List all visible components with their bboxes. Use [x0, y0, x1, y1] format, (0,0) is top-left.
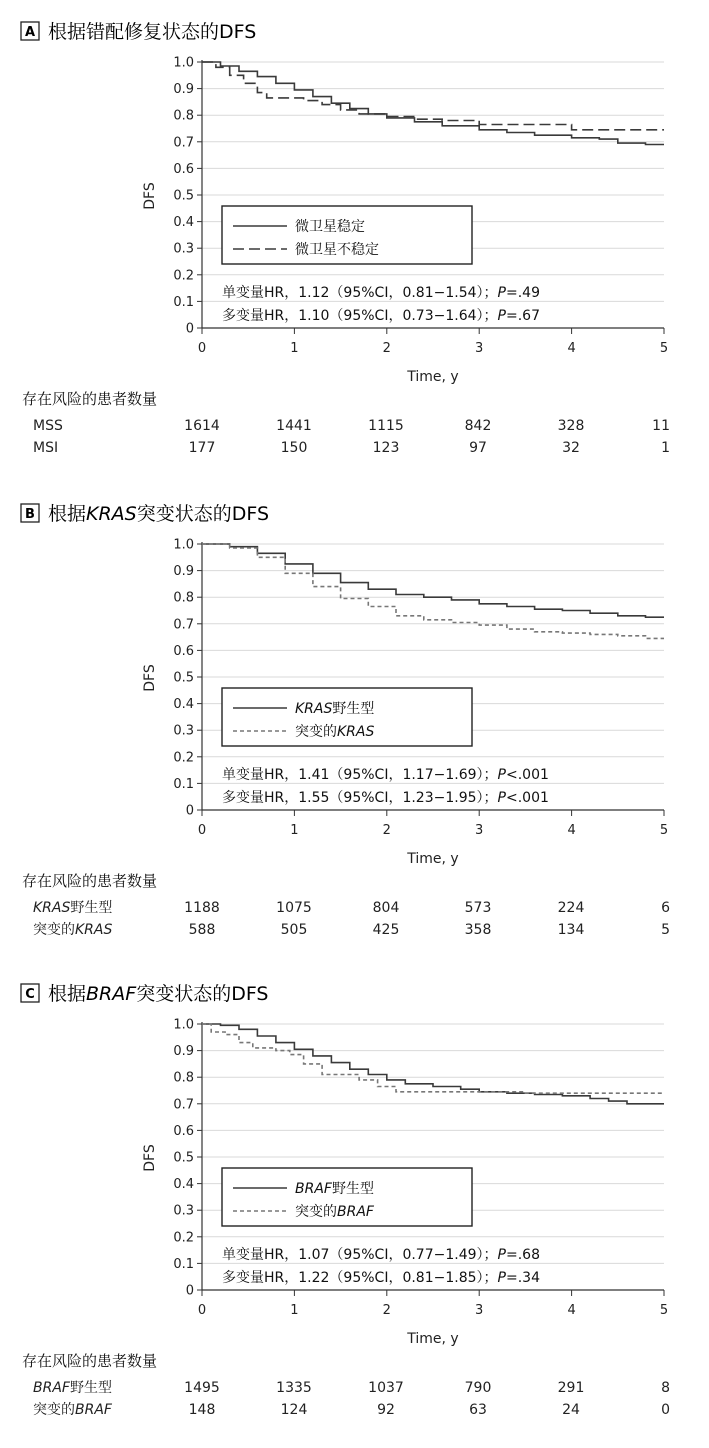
risk-value: 97	[469, 440, 487, 456]
series-line-1	[202, 1024, 664, 1104]
risk-value: 1441	[276, 418, 312, 434]
risk-row-label-part: BRAF	[33, 1380, 70, 1396]
y-tick-label: 0.2	[173, 268, 194, 284]
x-tick-label: 0	[197, 1303, 207, 1318]
y-tick-label: 0.7	[173, 135, 194, 151]
stat-line	[222, 766, 549, 783]
legend-label-part: KRAS	[337, 724, 375, 740]
y-tick-label: 0.9	[173, 82, 194, 98]
stat-part: P	[497, 767, 506, 783]
y-tick-label: 0.3	[173, 1203, 194, 1219]
risk-value: 92	[377, 1402, 395, 1418]
legend-label-part: 微卫星稳定	[295, 219, 365, 235]
stat-part: =.49	[505, 285, 540, 301]
risk-row-label	[33, 1401, 113, 1418]
y-axis-title: DFS	[142, 664, 158, 692]
x-axis-title: Time, y	[407, 851, 459, 867]
stat-part: P	[497, 285, 506, 301]
risk-value: 224	[557, 900, 585, 916]
x-tick-label: 2	[382, 823, 391, 838]
x-tick-label: 2	[382, 1303, 391, 1318]
stat-part: 单变量HR，1.07（95%CI，0.77−1.49）；	[222, 1247, 498, 1263]
y-tick-label: 0.1	[173, 776, 194, 792]
legend-label-part: BRAF	[295, 1181, 332, 1197]
risk-value: 358	[464, 922, 492, 938]
risk-value: 63	[469, 1402, 487, 1418]
stat-line	[222, 284, 540, 301]
y-tick-label: 0.2	[173, 750, 194, 766]
y-tick-label: 0	[185, 1283, 194, 1299]
risk-value: 1614	[184, 418, 220, 434]
stat-part: 多变量HR，1.22（95%CI，0.81−1.85）；	[222, 1270, 498, 1286]
risk-value: 8	[661, 1380, 670, 1396]
x-tick-label: 3	[475, 1303, 484, 1318]
stat-part: 多变量HR，1.10（95%CI，0.73−1.64）；	[222, 308, 498, 324]
risk-value: 32	[562, 440, 580, 456]
risk-row-label-part: KRAS	[75, 922, 113, 938]
x-tick-label: 5	[659, 1303, 669, 1318]
risk-value: 177	[188, 440, 216, 456]
series-line-1	[202, 62, 664, 145]
risk-value: 842	[464, 418, 492, 434]
risk-row-label-part: KRAS	[33, 900, 71, 916]
x-tick-label: 3	[475, 823, 484, 838]
legend-label	[295, 700, 374, 717]
risk-value: 1115	[368, 418, 404, 434]
risk-table-title: 存在风险的患者数量	[22, 390, 158, 408]
risk-value: 5	[661, 922, 670, 938]
risk-value: 123	[372, 440, 400, 456]
x-tick-label: 4	[567, 341, 576, 356]
x-axis-title: Time, y	[407, 1331, 459, 1347]
risk-value: 573	[464, 900, 492, 916]
risk-value: 291	[557, 1380, 585, 1396]
panel-title-part: 根据错配修复状态的DFS	[48, 21, 257, 43]
x-tick-label: 1	[290, 823, 299, 838]
y-tick-label: 0.6	[173, 1123, 194, 1139]
y-tick-label: 0.9	[173, 564, 194, 580]
risk-row-label-part: BRAF	[75, 1402, 112, 1418]
risk-row-label-part: MSI	[33, 440, 59, 456]
risk-row-label	[33, 440, 58, 456]
x-tick-label: 5	[659, 823, 669, 838]
stat-part: <.001	[505, 767, 549, 783]
legend-label	[295, 241, 379, 258]
x-axis-title: Time, y	[407, 369, 459, 385]
risk-value: 1	[661, 440, 670, 456]
risk-value: 134	[557, 922, 585, 938]
risk-value: 11	[652, 418, 670, 434]
y-tick-label: 0.6	[173, 643, 194, 659]
risk-row-label	[33, 921, 112, 938]
stat-line	[222, 1246, 540, 1263]
x-tick-label: 1	[290, 341, 299, 356]
y-tick-label: 0.9	[173, 1044, 194, 1060]
panel-letter: B	[25, 507, 35, 522]
series-line-2	[202, 62, 664, 130]
panel-letter: C	[25, 987, 35, 1002]
legend-label	[295, 723, 374, 740]
stat-line	[222, 307, 540, 324]
panel-title-part: 根据	[48, 983, 87, 1005]
legend-label	[295, 1180, 374, 1197]
stat-part: =.67	[505, 308, 540, 324]
x-tick-label: 4	[567, 823, 576, 838]
y-tick-label: 0.3	[173, 723, 194, 739]
y-tick-label: 1.0	[173, 537, 194, 553]
stat-part: =.68	[505, 1247, 540, 1263]
risk-row-label-part: 突变的	[33, 922, 75, 938]
y-tick-label: 0	[185, 803, 194, 819]
x-tick-label: 0	[197, 341, 207, 356]
y-tick-label: 0.5	[173, 1150, 194, 1166]
risk-value: 6	[661, 900, 670, 916]
y-tick-label: 0.8	[173, 1070, 194, 1086]
series-line-1	[202, 544, 664, 617]
stat-part: P	[497, 1247, 506, 1263]
risk-row-label-part: 野生型	[70, 900, 113, 916]
panel-b	[21, 503, 670, 938]
series-line-2	[202, 1024, 664, 1093]
risk-row-label-part: 突变的	[33, 1402, 75, 1418]
y-tick-label: 0	[185, 321, 194, 337]
stat-line	[222, 789, 549, 806]
panel-title	[48, 983, 268, 1005]
x-tick-label: 0	[197, 823, 207, 838]
stat-part: P	[497, 1270, 506, 1286]
risk-row-label	[33, 1379, 112, 1396]
legend-label-part: 野生型	[331, 1181, 374, 1197]
risk-value: 150	[280, 440, 308, 456]
x-tick-label: 5	[659, 341, 669, 356]
legend-label-part: 微卫星不稳定	[295, 242, 379, 258]
y-tick-label: 0.6	[173, 161, 194, 177]
stat-part: 多变量HR，1.55（95%CI，1.23−1.95）；	[222, 790, 498, 806]
panel-title-part: 根据	[48, 503, 87, 525]
risk-row-label	[33, 418, 63, 434]
risk-value: 425	[372, 922, 400, 938]
legend-label-part: 野生型	[332, 701, 375, 717]
stat-part: =.34	[505, 1270, 540, 1286]
x-tick-label: 4	[567, 1303, 576, 1318]
risk-row-label-part: MSS	[33, 418, 63, 434]
panel-title	[48, 503, 269, 525]
legend-label-part: 突变的	[295, 724, 337, 740]
risk-value: 1037	[368, 1380, 404, 1396]
risk-value: 0	[661, 1402, 670, 1418]
stat-part: 单变量HR，1.12（95%CI，0.81−1.54）；	[222, 285, 498, 301]
panel-letter: A	[24, 25, 36, 40]
legend-label-part: 突变的	[295, 1204, 337, 1220]
risk-value: 148	[188, 1402, 216, 1418]
risk-value: 1188	[184, 900, 220, 916]
legend-label	[295, 218, 365, 235]
stat-part: P	[497, 790, 506, 806]
risk-value: 24	[562, 1402, 580, 1418]
risk-table-title: 存在风险的患者数量	[22, 872, 158, 890]
risk-row-label-part: 野生型	[69, 1380, 112, 1396]
y-axis-title: DFS	[142, 1144, 158, 1172]
x-tick-label: 3	[475, 341, 484, 356]
risk-value: 804	[372, 900, 400, 916]
stat-part: <.001	[505, 790, 549, 806]
y-tick-label: 1.0	[173, 1017, 194, 1033]
x-tick-label: 1	[290, 1303, 299, 1318]
panel-title-part: BRAF	[86, 983, 137, 1005]
stat-line	[222, 1269, 540, 1286]
risk-value: 790	[464, 1380, 492, 1396]
risk-value: 505	[280, 922, 308, 938]
risk-value: 1335	[276, 1380, 312, 1396]
y-tick-label: 0.1	[173, 1256, 194, 1272]
risk-value: 124	[280, 1402, 308, 1418]
y-tick-label: 0.5	[173, 670, 194, 686]
legend-label	[295, 1203, 375, 1220]
legend-label-part: BRAF	[337, 1204, 374, 1220]
risk-value: 588	[188, 922, 216, 938]
risk-row-label	[33, 899, 112, 916]
y-tick-label: 0.7	[173, 617, 194, 633]
stat-part: 单变量HR，1.41（95%CI，1.17−1.69）；	[222, 767, 498, 783]
stat-part: P	[497, 308, 506, 324]
y-tick-label: 0.7	[173, 1097, 194, 1113]
panel-title-part: 突变状态的DFS	[136, 503, 270, 525]
y-tick-label: 1.0	[173, 55, 194, 71]
y-tick-label: 0.8	[173, 590, 194, 606]
y-tick-label: 0.3	[173, 241, 194, 257]
panel-title	[48, 21, 256, 43]
y-tick-label: 0.4	[173, 215, 194, 231]
y-tick-label: 0.1	[173, 294, 194, 310]
panel-c	[21, 983, 670, 1418]
panel-title-part: KRAS	[86, 503, 137, 525]
risk-value: 1075	[276, 900, 312, 916]
y-tick-label: 0.4	[173, 697, 194, 713]
y-tick-label: 0.8	[173, 108, 194, 124]
risk-value: 1495	[184, 1380, 220, 1396]
legend-label-part: KRAS	[295, 701, 333, 717]
y-tick-label: 0.4	[173, 1177, 194, 1193]
y-axis-title: DFS	[142, 182, 158, 210]
x-tick-label: 2	[382, 341, 391, 356]
panel-a	[21, 21, 670, 456]
y-tick-label: 0.2	[173, 1230, 194, 1246]
risk-value: 328	[557, 418, 585, 434]
risk-table-title: 存在风险的患者数量	[22, 1352, 158, 1370]
panel-title-part: 突变状态的DFS	[136, 983, 269, 1005]
y-tick-label: 0.5	[173, 188, 194, 204]
